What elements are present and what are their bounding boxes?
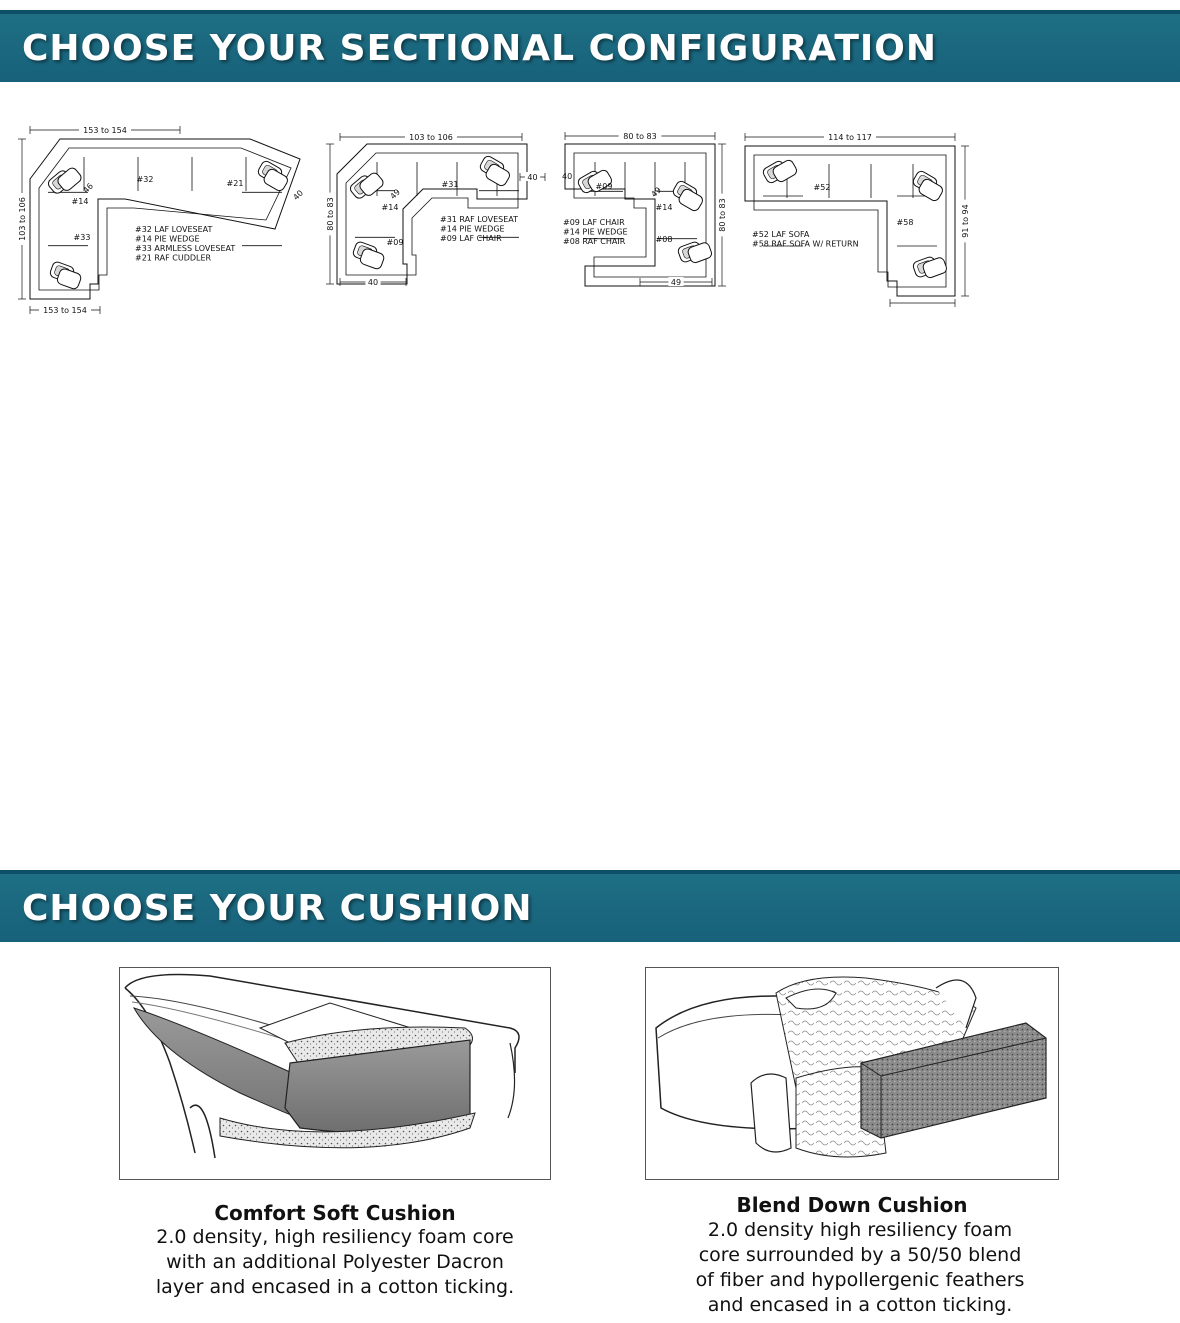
legend-line: #58 RAF SOFA W/ RETURN — [752, 239, 859, 249]
piece-code: #52 — [813, 183, 831, 192]
configuration-1 — [17, 125, 305, 315]
blend-down-cushion-drawing — [646, 968, 1059, 1180]
legend-line: #31 RAF LOVESEAT — [440, 215, 519, 224]
piece-code: #58 — [896, 218, 914, 227]
piece-code: #09 — [595, 182, 613, 191]
legend-line: #14 PIE WEDGE — [563, 227, 628, 237]
blend-down-cushion-description — [640, 1218, 1080, 1318]
piece-code: #33 — [73, 233, 91, 242]
description-line: 2.0 density high resiliency foam — [707, 1219, 1013, 1241]
comfort-soft-cushion-illustration — [119, 967, 551, 1180]
dimension-label: 91 to 94 — [961, 204, 970, 238]
legend-line: #09 LAF CHAIR — [440, 234, 502, 243]
dimension-label: 40 — [527, 173, 538, 182]
dimension-label: 80 to 83 — [718, 198, 727, 232]
dimension-label: 153 to 154 — [43, 306, 87, 315]
description-line: core surrounded by a 50/50 blend — [698, 1244, 1022, 1266]
piece-code: #21 — [226, 179, 244, 188]
configuration-2 — [325, 132, 545, 287]
description-line: of fiber and hypollergenic feathers — [695, 1269, 1025, 1291]
description-line: and encased in a cotton ticking. — [707, 1294, 1013, 1316]
legend-line: #33 ARMLESS LOVESEAT — [135, 244, 236, 253]
description-line: with an additional Polyester Dacron — [166, 1251, 504, 1273]
cushion-banner — [0, 870, 1180, 942]
piece-code: #32 — [136, 175, 154, 184]
configuration-banner — [0, 10, 1180, 82]
legend-line: #09 LAF CHAIR — [563, 218, 625, 227]
configuration-diagrams — [0, 82, 1180, 870]
configuration-svg — [0, 82, 1180, 870]
configuration-4 — [745, 132, 970, 307]
comfort-soft-cushion-drawing — [120, 968, 551, 1180]
angle-label: 49 — [388, 187, 403, 202]
cushion-heading: CHOOSE YOUR CUSHION — [22, 888, 533, 929]
dimension-label: 114 to 117 — [828, 133, 872, 142]
configuration-heading: CHOOSE YOUR SECTIONAL CONFIGURATION — [22, 28, 938, 69]
legend-line: #08 RAF CHAIR — [563, 237, 626, 246]
dimension-label: 103 to 106 — [18, 197, 27, 241]
dimension-label: 103 to 106 — [409, 133, 453, 142]
legend-line: #32 LAF LOVESEAT — [135, 225, 213, 234]
angle-label: 49 — [649, 185, 664, 200]
seat-section — [565, 144, 715, 286]
angle-label: 40 — [291, 188, 306, 203]
piece-code: #14 — [71, 197, 89, 206]
legend-line: #52 LAF SOFA — [752, 230, 810, 239]
legend-line: #21 RAF CUDDLER — [135, 253, 212, 263]
dimension-label: 80 to 83 — [326, 197, 335, 231]
dimension-label: 80 to 83 — [623, 132, 657, 141]
angle-label: 46 — [81, 181, 96, 196]
piece-code: #08 — [655, 235, 673, 244]
comfort-soft-cushion-description — [105, 1225, 565, 1300]
legend-line: #14 PIE WEDGE — [440, 224, 505, 234]
description-line: layer and encased in a cotton ticking. — [155, 1276, 515, 1298]
blend-down-cushion-title: Blend Down Cushion — [736, 1193, 968, 1217]
dimension-label: 40 — [367, 278, 379, 287]
piece-code: #09 — [386, 238, 404, 247]
dimension-label: 153 to 154 — [83, 126, 127, 135]
dimension-label: 49 — [670, 278, 682, 287]
blend-down-cushion-illustration — [645, 967, 1059, 1180]
dimension-label: 40 — [562, 172, 573, 181]
description-line: 2.0 density, high resiliency foam core — [156, 1226, 514, 1248]
piece-code: #31 — [441, 180, 459, 189]
comfort-soft-cushion-title: Comfort Soft Cushion — [214, 1201, 456, 1225]
piece-code: #14 — [381, 203, 399, 212]
configuration-3 — [562, 131, 727, 287]
legend-line: #14 PIE WEDGE — [135, 234, 200, 244]
piece-code: #14 — [655, 203, 673, 212]
